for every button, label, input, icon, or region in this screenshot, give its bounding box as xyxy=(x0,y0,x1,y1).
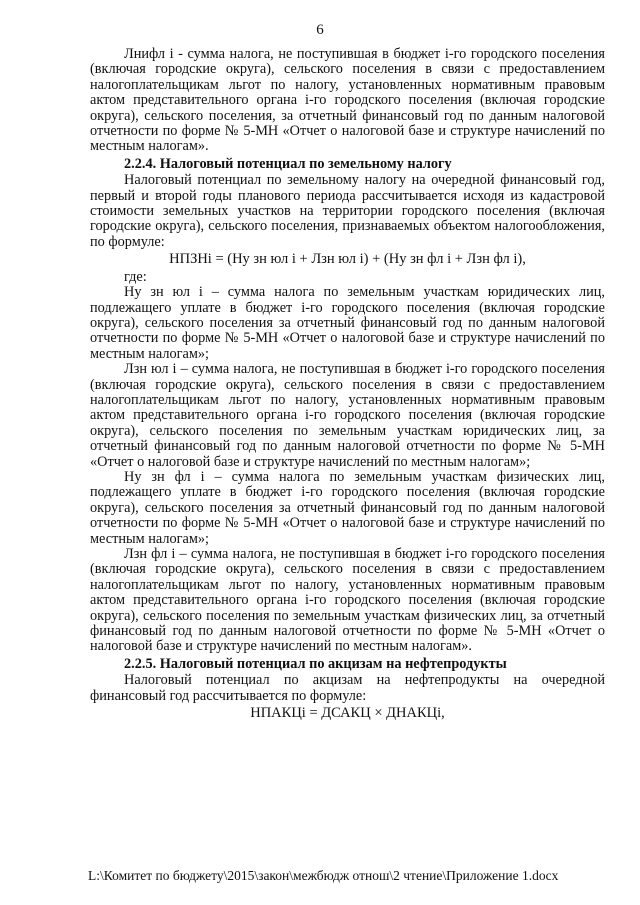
formula-land-tax: НПЗНi = (Ну зн юл i + Лзн юл i) + (Ну зн фл i + Лзн фл i), xyxy=(169,251,526,268)
where-label: где: xyxy=(124,268,147,285)
page-number: 6 xyxy=(316,22,324,38)
formula-excise: НПАКЦi = ДСАКЦ × ДНАКЦi, xyxy=(250,705,445,722)
footer-file-path: L:\Комитет по бюджету\2015\закон\межбюдж отнош\2 чтение\Приложение 1.docx xyxy=(88,868,559,883)
paragraph-land-tax-intro: Налоговый потенциал по земельному налогу на очередной финансовый год, первый и второй годы планового периода рассчитывается исходя из кадастровой стоимости земельных участков на территории городского поселения (включая городские округа), сельского поселения, признаваемых объектом налогообложения, по формуле: xyxy=(90,172,605,250)
section-heading-2-2-4: 2.2.4. Налоговый потенциал по земельному налогу xyxy=(124,155,452,172)
section-heading-2-2-5: 2.2.5. Налоговый потенциал по акцизам на нефтепродукты xyxy=(124,655,507,672)
paragraph-lnifl: Лнифл i - сумма налога, не поступившая в бюджет i-го городского поселения (включая городские округа), сельского поселения в связи с предоставлением налогоплательщикам льгот по налогу, установленных нормативным правовым актом представительного органа i-го городского поселения (включая городские округа), сельского поселения, за отчетный финансовый год по данным налоговой отчетности по форме № 5-МН «Отчет о налоговой базе и структуре начислений по местным налогам». xyxy=(90,46,605,155)
paragraph-nu-zn-fl: Ну зн фл i – сумма налога по земельным участкам физических лиц, подлежащего уплате в бюджет i-го городского поселения (включая городские округа), сельского поселения за отчетный финансовый год по данным налоговой отчетности по форме № 5-МН «Отчет о налоговой базе и структуре начислений по местным налогам»; xyxy=(90,468,605,547)
paragraph-excise-intro: Налоговый потенциал по акцизам на нефтепродукты на очередной финансовый год рассчитывается по формуле: xyxy=(90,672,605,704)
document-body xyxy=(90,47,605,723)
paragraph-l-zn-yul: Лзн юл i – сумма налога, не поступившая в бюджет i-го городского поселения (включая городские округа), сельского поселения в связи с предоставлением налогоплательщикам льгот по налогу, установленных нормативным правовым актом представительного органа i-го городского поселения (включая городские округа), сельского поселения по земельным участкам юридических лиц, за отчетный финансовый год по данным налоговой отчетности по форме № 5-МН «Отчет о налоговой базе и структуре начислений по местным налогам»; xyxy=(90,361,605,470)
paragraph-l-zn-fl: Лзн фл i – сумма налога, не поступившая в бюджет i-го городского поселения (включая городские округа), сельского поселения в связи с предоставлением налогоплательщикам льгот по налогу, установленных нормативным правовым актом представительного органа i-го городского поселения (включая городские округа), сельского поселения по земельным участкам физических лиц, за отчетный финансовый год по данным налоговой отчетности по форме № 5-МН «Отчет о налоговой базе и структуре начислений по местным налогам». xyxy=(90,546,605,655)
paragraph-nu-zn-yul: Ну зн юл i – сумма налога по земельным участкам юридических лиц, подлежащего уплате в бюджет i-го городского поселения (включая городские округа), сельского поселения за отчетный финансовый год по данным налоговой отчетности по форме № 5-МН «Отчет о налоговой базе и структуре начислений по местным налогам»; xyxy=(90,284,605,362)
